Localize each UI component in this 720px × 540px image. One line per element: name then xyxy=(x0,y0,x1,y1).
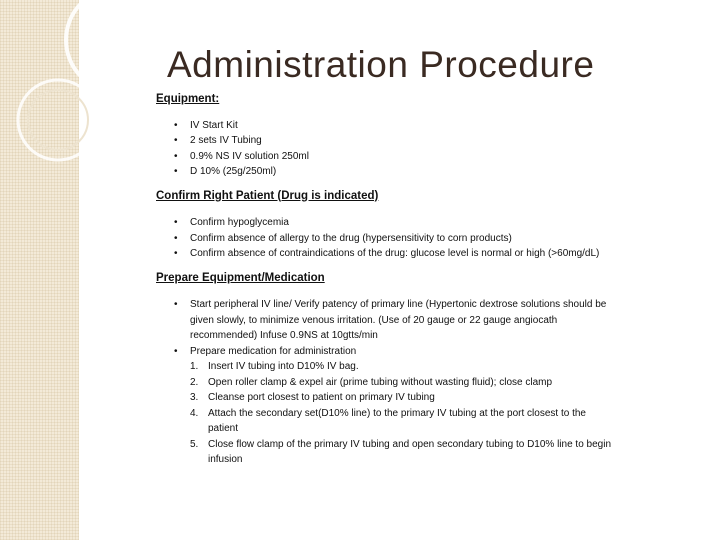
list-item: • IV Start Kit xyxy=(156,118,616,134)
list-item: • Confirm hypoglycemia xyxy=(156,215,616,231)
step-item xyxy=(156,437,616,468)
administration-steps xyxy=(156,359,616,468)
equipment-list xyxy=(156,118,616,180)
prepare-equipment-heading: Prepare Equipment/Medication xyxy=(156,271,325,284)
procedure-document xyxy=(156,92,616,468)
step-text: Cleanse port closest to patient on primary IV tubing xyxy=(208,392,435,403)
list-item: • Prepare medication for administration xyxy=(156,344,616,360)
step-item xyxy=(156,359,616,375)
step-text: Insert IV tubing into D10% IV bag. xyxy=(208,361,359,372)
prepare-equipment-list xyxy=(156,297,616,359)
step-number: 5. xyxy=(190,438,199,450)
list-item: • Confirm absence of allergy to the drug (hypersensitivity to corn products) xyxy=(156,231,616,247)
step-number: 4. xyxy=(190,407,199,419)
slide-title: Administration Procedure xyxy=(167,44,595,85)
list-item: • Confirm absence of contraindications of the drug: glucose level is normal or high (>60mg/dL) xyxy=(156,246,616,262)
step-item xyxy=(156,406,616,437)
list-item: • 2 sets IV Tubing xyxy=(156,133,616,149)
step-text: Close flow clamp of the primary IV tubing and open secondary tubing to D10% line to begin infusion xyxy=(208,438,612,465)
step-number: 3. xyxy=(190,392,199,403)
confirm-patient-heading: Confirm Right Patient (Drug is indicated) xyxy=(156,189,379,202)
list-item: • D 10% (25g/250ml) xyxy=(156,164,616,180)
step-text: Open roller clamp & expel air (prime tubing without wasting fluid); close clamp xyxy=(208,376,553,388)
equipment-heading: Equipment: xyxy=(156,93,220,105)
decorative-circles xyxy=(0,0,170,200)
step-number: 2. xyxy=(190,376,199,388)
confirm-patient-list xyxy=(156,215,616,262)
step-item xyxy=(156,375,616,391)
step-item xyxy=(156,390,616,406)
step-text: Attach the secondary set(D10% line) to the primary IV tubing at the port closest to the patient xyxy=(208,407,586,434)
step-number: 1. xyxy=(190,361,199,372)
list-item: • 0.9% NS IV solution 250ml xyxy=(156,149,616,165)
list-item: • Start peripheral IV line/ Verify patency of primary line (Hypertonic dextrose solutions should be given slowly, to minimize venous irritation. (Use of 20 gauge or 22 gauge angiocath recommended) Infuse 0.9NS at 10gtts/min xyxy=(156,297,616,344)
